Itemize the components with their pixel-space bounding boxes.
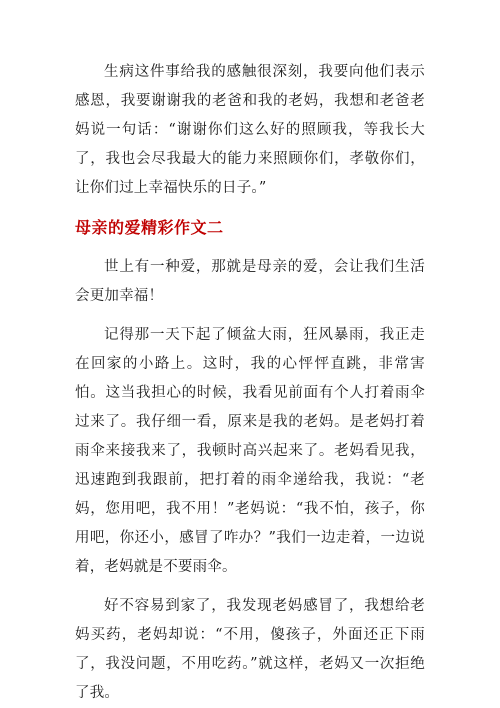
paragraph-rainy-day: 记得那一天下起了倾盆大雨，狂风暴雨，我正走在回家的小路上。这时，我的心怦怦直跳，非常害怕。这当我担心的时候，我看见前面有个人打着雨伞过来了。我仔细一看，原来是我的老妈。是老妈打着雨伞来接我来了，我顿时高兴起来了。老妈看见我，迅速跑到我跟前，把打着的雨伞递给我，我说：“老妈，您用吧，我不用！”老妈说：“我不怕，孩子，你用吧，你还小，感冒了咋办？”我们一边走着，一边说着，老妈就是不要雨伞。 <box>75 327 425 575</box>
paragraph-intro: 世上有一种爱，那就是母亲的爱，会让我们生活会更加幸福！ <box>75 259 425 304</box>
section-heading: 母亲的爱精彩作文二 <box>75 218 224 237</box>
paragraph-medicine: 好不容易到家了，我发现老妈感冒了，我想给老妈买药，老妈却说：“不用，傻孩子，外面还正下雨了，我没问题，不用吃药。”就这样，老妈又一次拒绝了我。 <box>75 598 425 701</box>
paragraph-gratitude: 生病这件事给我的感触很深刻，我要向他们表示感恩，我要谢谢我的老爸和我的老妈，我想和老爸老妈说一句话：“谢谢你们这么好的照顾我，等我长大了，我也会尽我最大的能力来照顾你们，孝敬你们，让你们过上幸福快乐的日子。” <box>75 64 425 196</box>
document-page <box>75 58 425 708</box>
